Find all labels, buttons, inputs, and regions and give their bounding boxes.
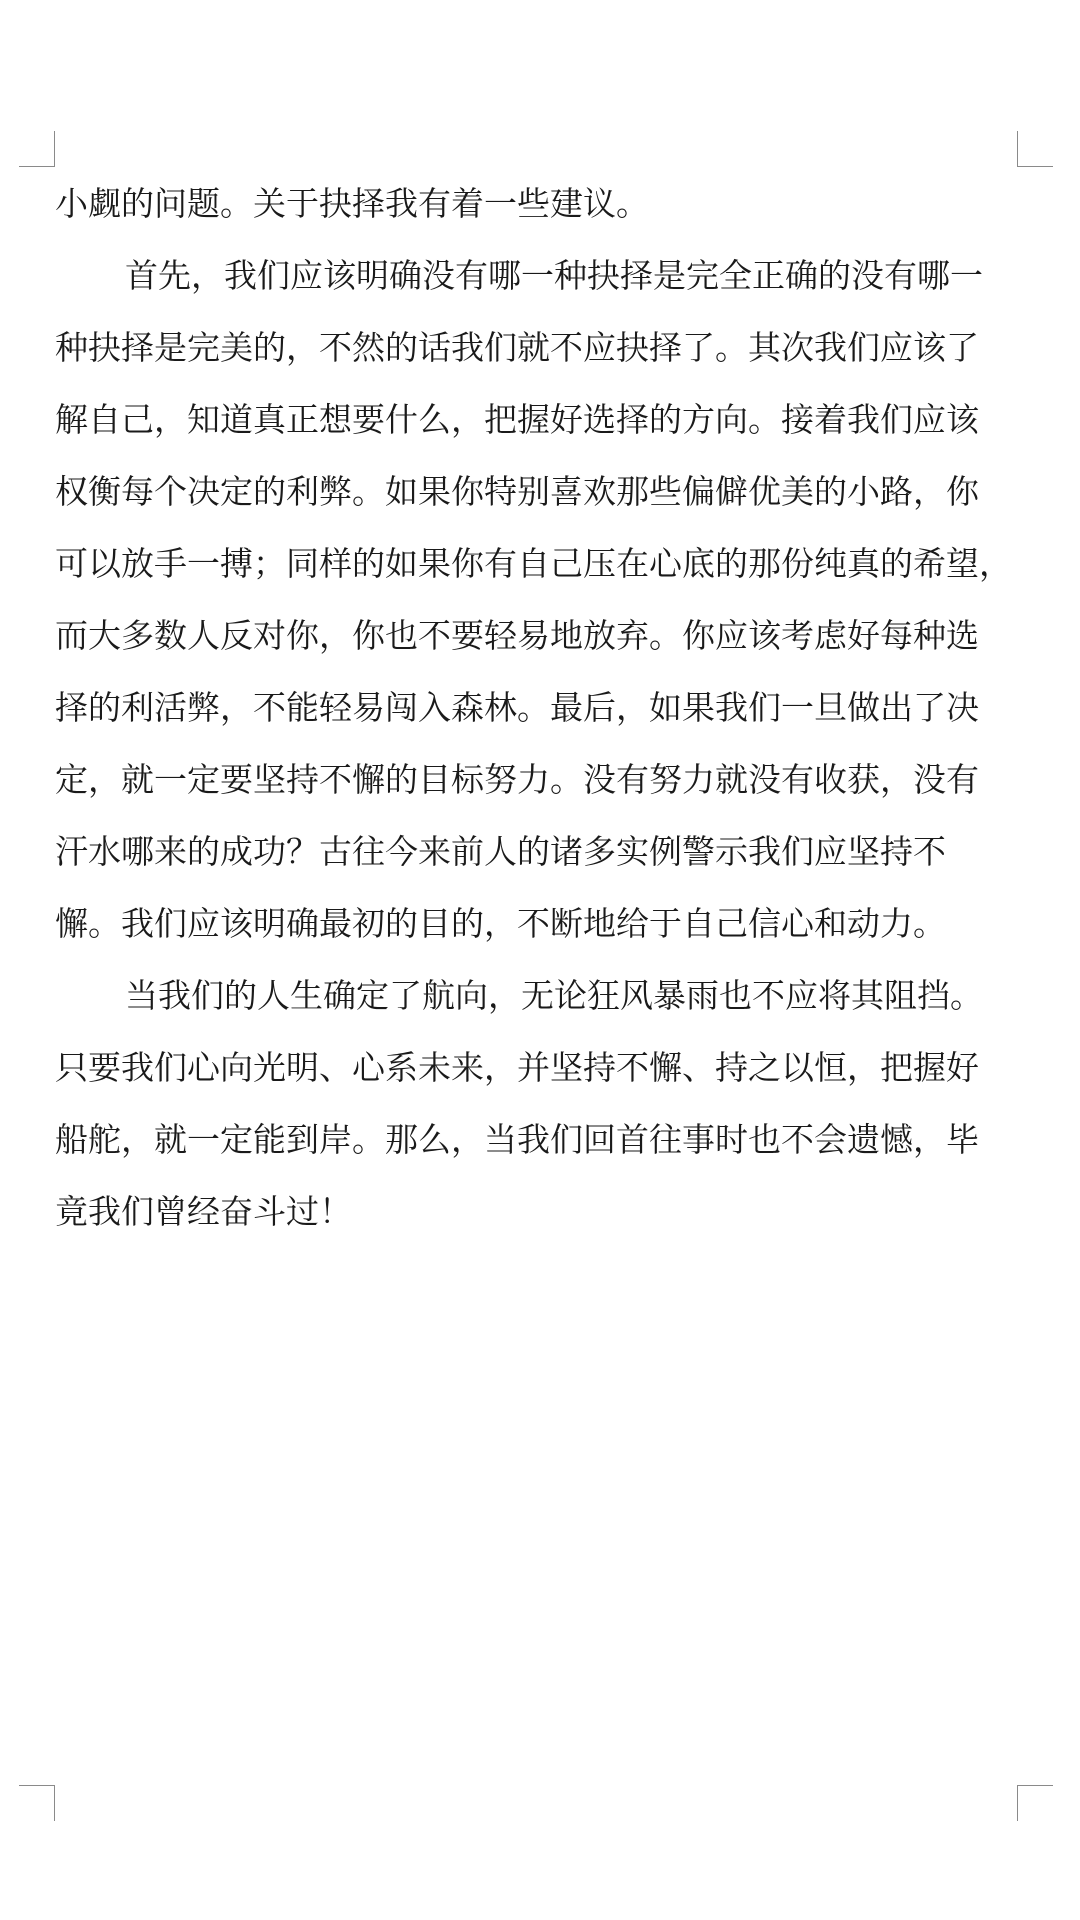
text-line: 择的利活弊，不能轻易闯入森林。最后，如果我们一旦做出了决: [55, 688, 979, 727]
text-line: 种抉择是完美的，不然的话我们就不应抉择了。其次我们应该了: [55, 328, 979, 367]
bottom-left-margin-mark: [19, 1785, 55, 1821]
bottom-right-margin-mark: [1017, 1785, 1053, 1821]
text-line: 解自己，知道真正想要什么，把握好选择的方向。接着我们应该: [55, 400, 979, 439]
text-line: 可以放手一搏；同样的如果你有自己压在心底的那份纯真的希望，: [55, 544, 1012, 583]
document-body: [55, 174, 1015, 1254]
text-line: 而大多数人反对你，你也不要轻易地放弃。你应该考虑好每种选: [55, 616, 979, 655]
text-line: 汗水哪来的成功？古往今来前人的诸多实例警示我们应坚持不: [55, 832, 946, 871]
text-line: 权衡每个决定的利弊。如果你特别喜欢那些偏僻优美的小路，你: [55, 472, 979, 511]
text-line: 竟我们曾经奋斗过！: [55, 1192, 352, 1231]
top-left-margin-mark: [19, 131, 55, 167]
text-line: 小觑的问题。关于抉择我有着一些建议。: [55, 184, 649, 223]
text-line: 定，就一定要坚持不懈的目标努力。没有努力就没有收获，没有: [55, 760, 979, 799]
text-line: 只要我们心向光明、心系未来，并坚持不懈、持之以恒，把握好: [55, 1048, 979, 1087]
text-line: 船舵，就一定能到岸。那么，当我们回首往事时也不会遗憾，毕: [55, 1120, 979, 1159]
top-right-margin-mark: [1017, 131, 1053, 167]
paragraph-start-line: 当我们的人生确定了航向，无论狂风暴雨也不应将其阻挡。: [125, 976, 983, 1015]
text-line: 懈。我们应该明确最初的目的，不断地给于自己信心和动力。: [55, 904, 946, 943]
paragraph-start-line: 首先，我们应该明确没有哪一种抉择是完全正确的没有哪一: [125, 256, 983, 295]
